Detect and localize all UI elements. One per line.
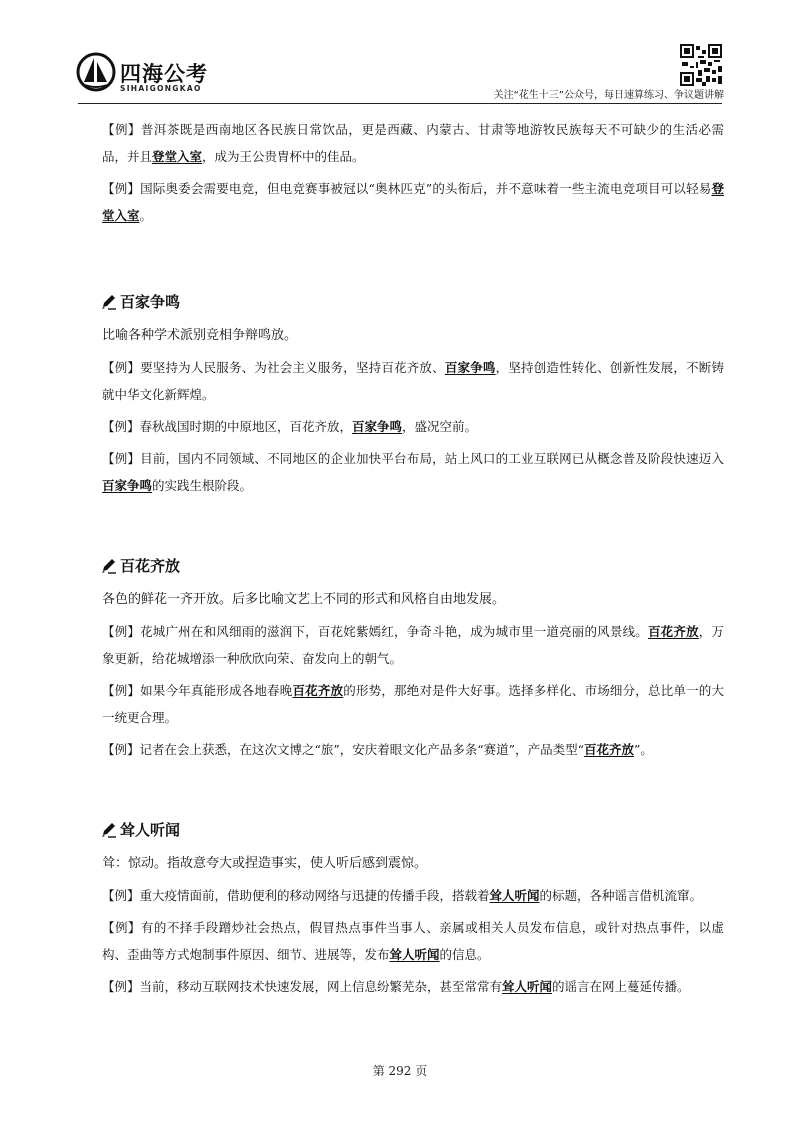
highlight-term: 登堂入室 — [152, 149, 203, 164]
pencil-icon — [100, 293, 118, 311]
brand-name: 四海公考 — [120, 62, 208, 86]
example-paragraph: 【例】目前，国内不同领域、不同地区的企业加快平台布局，站上风口的工业互联网已从概念普及阶段快速迈入百家争鸣的实践生根阶段。 — [102, 451, 724, 493]
page-number: 第 292 页 — [372, 1064, 428, 1078]
pencil-icon — [100, 821, 118, 839]
idiom-title: 百花齐放 — [100, 555, 724, 576]
page-content — [102, 116, 724, 1005]
header-divider — [78, 103, 722, 104]
idiom-section — [102, 819, 724, 1000]
highlight-term: 百花齐放 — [292, 683, 344, 698]
example-paragraph: 【例】当前，移动互联网技术快速发展，网上信息纷繁芜杂，甚至常常有耸人听闻的谣言在网上蔓延传播。 — [102, 979, 690, 994]
example-paragraph: 【例】花城广州在和风细雨的滋润下，百花姹紫嫣红，争奇斗艳，成为城市里一道亮丽的风景线。百花齐放，万象更新，给花城增添一种欣欣向荣、奋发向上的朝气。 — [102, 624, 724, 666]
idiom-definition: 比喻各种学术派别竞相争辩鸣放。 — [102, 328, 298, 343]
idiom-section — [102, 291, 724, 499]
highlight-term: 百花齐放 — [647, 624, 699, 639]
header-tagline: 关注“花生十三”公众号，每日速算练习、争议题讲解 — [493, 90, 724, 101]
highlight-term: 耸人听闻 — [489, 888, 540, 903]
example-paragraph: 【例】春秋战国时期的中原地区，百花齐放，百家争鸣，盛况空前。 — [102, 419, 478, 434]
brand-subtitle: SIHAIGONGKAO — [120, 84, 202, 93]
page-header — [0, 0, 800, 110]
highlight-term: 耸人听闻 — [502, 979, 553, 994]
example-paragraph: 【例】有的不择手段蹭炒社会热点，假冒热点事件当事人、亲属或相关人员发布信息，或针对热点事件，以虚构、歪曲等方式炮制事件原因、细节、进展等，发布耸人听闻的信息。 — [102, 920, 724, 962]
highlight-term: 百家争鸣 — [444, 360, 496, 375]
highlight-term: 百家争鸣 — [352, 419, 403, 434]
pencil-icon — [100, 557, 118, 575]
example-paragraph: 【例】国际奥委会需要电竞，但电竞赛事被冠以“奥林匹克”的头衔后，并不意味着一些主流电竞项目可以轻易登堂入室。 — [102, 181, 724, 223]
example-paragraph: 【例】重大疫情面前，借助便利的移动网络与迅捷的传播手段，搭载着耸人听闻的标题，各种谣言借机流窜。 — [102, 888, 703, 903]
idiom-definition: 各色的鲜花一齐开放。后多比喻文艺上不同的形式和风格自由地发展。 — [102, 592, 506, 607]
idiom-section — [102, 555, 724, 763]
idiom-definition: 耸：惊动。指故意夸大或捏造事实，使人听后感到震惊。 — [102, 856, 428, 871]
highlight-term: 百花齐放 — [583, 742, 634, 757]
qr-code-icon — [680, 44, 722, 86]
logo-sail-icon — [76, 52, 116, 92]
example-paragraph: 【例】普洱茶既是西南地区各民族日常饮品，更是西藏、内蒙古、甘肃等地游牧民族每天不可缺少的生活必需品，并且登堂入室，成为王公贵胄杯中的佳品。 — [102, 122, 724, 164]
example-paragraph: 【例】记者在会上获悉，在这次文博之“旅”，安庆着眼文化产品多条“赛道”，产品类型“百花齐放”。 — [102, 742, 653, 757]
idiom-title: 百家争鸣 — [100, 291, 724, 312]
highlight-term: 百家争鸣 — [102, 478, 153, 493]
highlight-term: 耸人听闻 — [389, 947, 440, 962]
example-paragraph: 【例】要坚持为人民服务、为社会主义服务，坚持百花齐放、百家争鸣，坚持创造性转化、创新性发展，不断铸就中华文化新辉煌。 — [102, 360, 724, 402]
highlight-term: 登堂入室 — [102, 181, 724, 223]
example-paragraph: 【例】如果今年真能形成各地春晚百花齐放的形势，那绝对是件大好事。选择多样化、市场细分，总比单一的大一统更合理。 — [102, 683, 724, 725]
idiom-title: 耸人听闻 — [100, 819, 724, 840]
